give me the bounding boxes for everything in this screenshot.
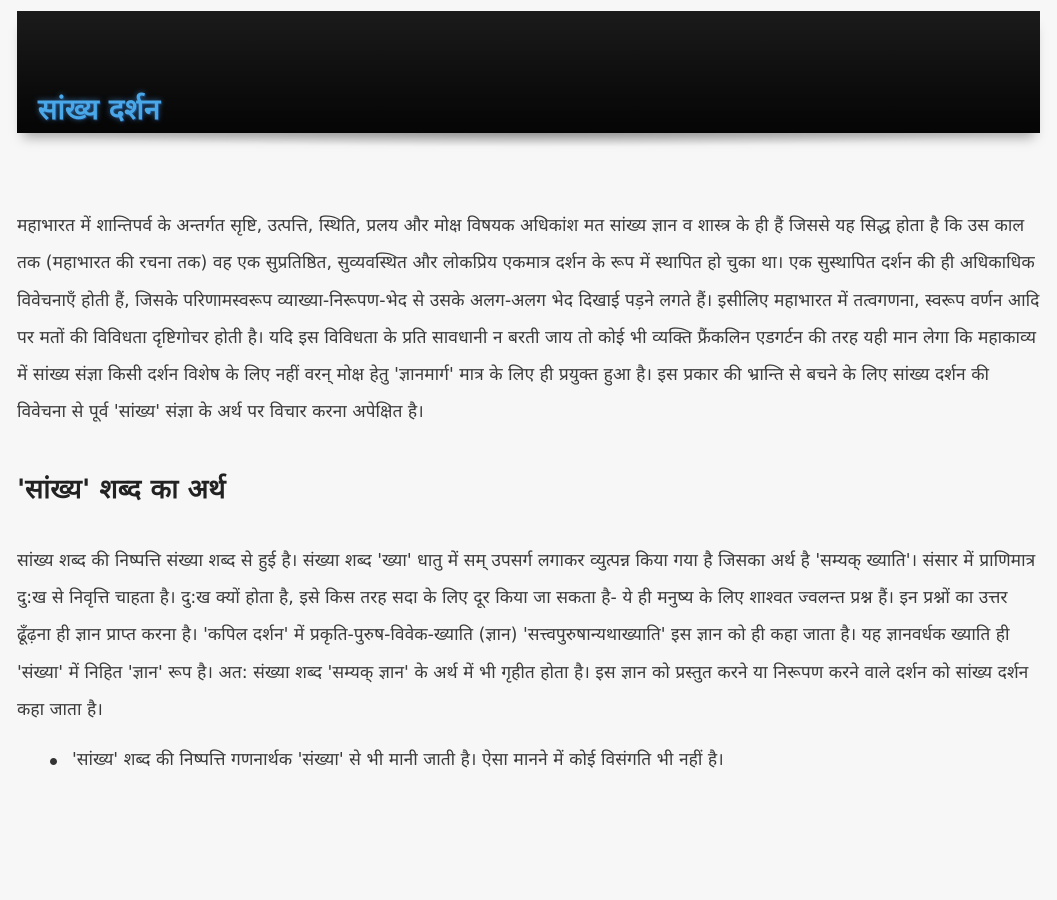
list-item [17,742,1040,779]
article-body [17,208,1040,780]
list-item-text: 'सांख्य' शब्द की निष्पत्ति गणनार्थक 'संख्या' से भी मानी जाती है। ऐसा मानने में कोई विसंगति भी नहीं है। [72,750,724,771]
bullet-list [17,742,1040,779]
page-title: सांख्य दर्शन [38,92,161,126]
section-heading: 'सांख्य' शब्द का अर्थ [17,473,226,505]
section-paragraph: सांख्य शब्द की निष्पत्ति संख्या शब्द से हुई है। संख्या शब्द 'ख्या' धातु में सम् उपसर्ग लगाकर व्युत्पन्न किया गया है जिसका अर्थ है 'सम्यक् ख्याति'। संसार में प्राणिमात्र दु:ख से निवृत्ति चाहता है। दु:ख क्यों होता है, इसे किस तरह सदा के लिए दूर किया जा सकता है- ये ही मनुष्य के लिए शाश्वत ज्वलन्त प्रश्न हैं। इन प्रश्नों का उत्तर ढूँढ़ना ही ज्ञान प्राप्त करना है। 'कपिल दर्शन' में प्रकृति-पुरुष-विवेक-ख्याति (ज्ञान) 'सत्त्वपुरुषान्यथाख्याति' इस ज्ञान को ही कहा जाता है। यह ज्ञानवर्धक ख्याति ही 'संख्या' में निहित 'ज्ञान' रूप है। अत: संख्या शब्द 'सम्यक् ज्ञान' के अर्थ में भी गृहीत होता है। इस ज्ञान को प्रस्तुत करने या निरूपण करने वाले दर्शन को सांख्य दर्शन कहा जाता है। [17,550,1036,720]
intro-paragraph: महाभारत में शान्तिपर्व के अन्तर्गत सृष्टि, उत्पत्ति, स्थिति, प्रलय और मोक्ष विषयक अधिकांश मत सांख्य ज्ञान व शास्त्र के ही हैं जिससे यह सिद्ध होता है कि उस काल तक (महाभारत की रचना तक) वह एक सुप्रतिष्ठित, सुव्यवस्थित और लोकप्रिय एकमात्र दर्शन के रूप में स्थापित हो चुका था। एक सुस्थापित दर्शन की ही अधिकाधिक विवेचनाएँ होती हैं, जिसके परिणामस्वरूप व्याख्या-निरूपण-भेद से उसके अलग-अलग भेद दिखाई पड़ने लगते हैं। इसीलिए महाभारत में तत्वगणना, स्वरूप वर्णन आदि पर मतों की विविधता दृष्टिगोचर होती है। यदि इस विविधता के प्रति सावधानी न बरती जाय तो कोई भी व्यक्ति फ्रैंकलिन एडगर्टन की तरह यही मान लेगा कि महाकाव्य में सांख्य संज्ञा किसी दर्शन विशेष के लिए नहीं वरन् मोक्ष हेतु 'ज्ञानमार्ग' मात्र के लिए ही प्रयुक्त हुआ है। इस प्रकार की भ्रान्ति से बचने के लिए सांख्य दर्शन की विवेचना से पूर्व 'सांख्य' संज्ञा के अर्थ पर विचार करना अपेक्षित है। [17,216,1040,423]
bullet-dot-icon [50,758,57,765]
banner-shadow [40,133,1017,147]
page [0,11,1057,900]
title-banner [17,11,1040,133]
